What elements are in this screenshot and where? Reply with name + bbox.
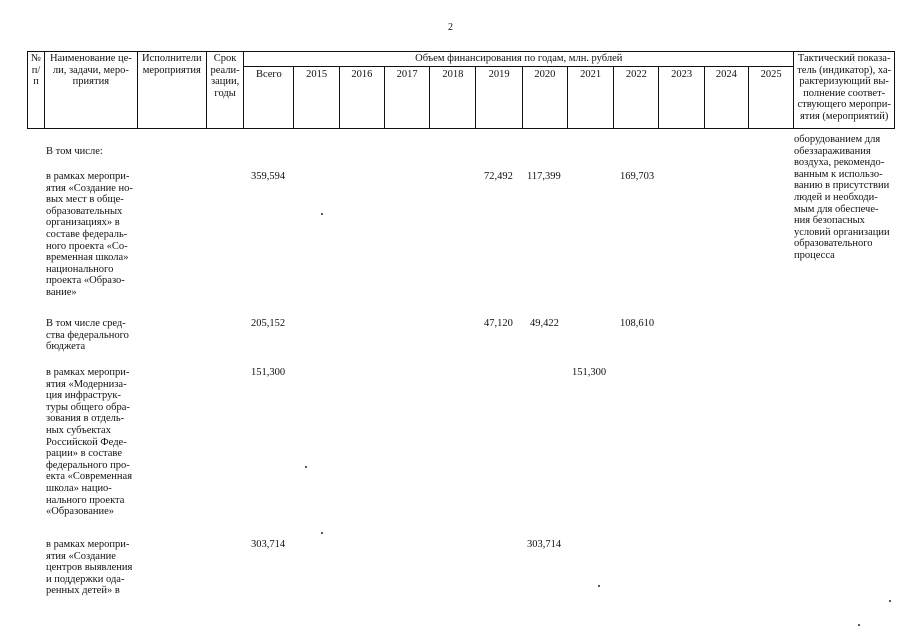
row-name-in-total: В том числе: <box>46 146 103 157</box>
header-year-2017: 2017 <box>384 66 429 128</box>
header-year-2019: 2019 <box>476 66 522 128</box>
row-new-places-2022: 169,703 <box>620 171 655 182</box>
header-year-2020: 2020 <box>522 66 567 128</box>
page-number: 2 <box>448 22 453 33</box>
header-year-2018: 2018 <box>430 66 476 128</box>
header-year-2024: 2024 <box>704 66 748 128</box>
header-term: Срок реали- зации, годы <box>207 52 244 129</box>
row-federal-budget-total: 205,152 <box>251 318 286 329</box>
row-name-modernization: в рамках меропри- ятия «Модерниза- ция инфраструк- туры общего обра- зования в отдель- ных субъектах Российской Феде- рации» в составе федерального про- екта «Современная школа» нацио- нального проекта «Образование» <box>46 367 133 518</box>
header-year-2022: 2022 <box>614 66 659 128</box>
scan-speck <box>858 624 860 626</box>
header-name: Наименование це- ли, задачи, меро- приятия <box>45 52 138 129</box>
scan-speck <box>889 600 891 602</box>
funding-table-header <box>27 51 895 129</box>
row-gifted-children-total: 303,714 <box>251 539 286 550</box>
row-name-gifted-children: в рамках меропри- ятия «Создание центров выявления и поддержки ода- ренных детей» в <box>46 539 133 597</box>
row-name-new-places: в рамках меропри- ятия «Создание но- вых мест в обще- образовательных организациях» в составе федераль- ного проекта «Со- временная школа» национального проекта «Образо- вание» <box>46 171 133 298</box>
scan-speck <box>321 213 323 215</box>
header-year-2023: 2023 <box>659 66 704 128</box>
scan-speck <box>305 466 307 468</box>
scan-speck <box>321 532 323 534</box>
row-federal-budget-2022: 108,610 <box>620 318 655 329</box>
scan-speck <box>598 585 600 587</box>
header-no: № п/п <box>28 52 45 129</box>
row-new-places-total: 359,594 <box>251 171 286 182</box>
header-funding: Объем финансирования по годам, млн. рублей <box>244 52 794 67</box>
row-new-places-2020: 117,399 <box>527 171 561 182</box>
row-federal-budget-2020: 49,422 <box>530 318 559 329</box>
indicator-text: оборудованием для обеззараживания воздуха, рекомендо- ванным к использо- ванию в присутствии людей и необходи- мым для обеспече- ния безопасных условий организации образовательного процесса <box>794 134 890 261</box>
row-new-places-2019: 72,492 <box>484 171 513 182</box>
row-federal-budget-2019: 47,120 <box>484 318 513 329</box>
row-modernization-total: 151,300 <box>251 367 286 378</box>
header-total: Всего <box>244 66 294 128</box>
header-year-2015: 2015 <box>294 66 339 128</box>
header-year-2016: 2016 <box>339 66 384 128</box>
row-modernization-2021: 151,300 <box>572 367 607 378</box>
header-year-2025: 2025 <box>748 66 793 128</box>
header-indicator: Тактический показа- тель (индикатор), ха- рактеризующий вы- полнение соответ- ствующего меропри- ятия (мероприятий) <box>794 52 895 129</box>
header-executors: Исполнители мероприятия <box>137 52 206 129</box>
row-name-federal-budget: В том числе сред- ства федерального бюджета <box>46 318 129 353</box>
row-gifted-children-2020: 303,714 <box>527 539 562 550</box>
header-year-2021: 2021 <box>567 66 613 128</box>
